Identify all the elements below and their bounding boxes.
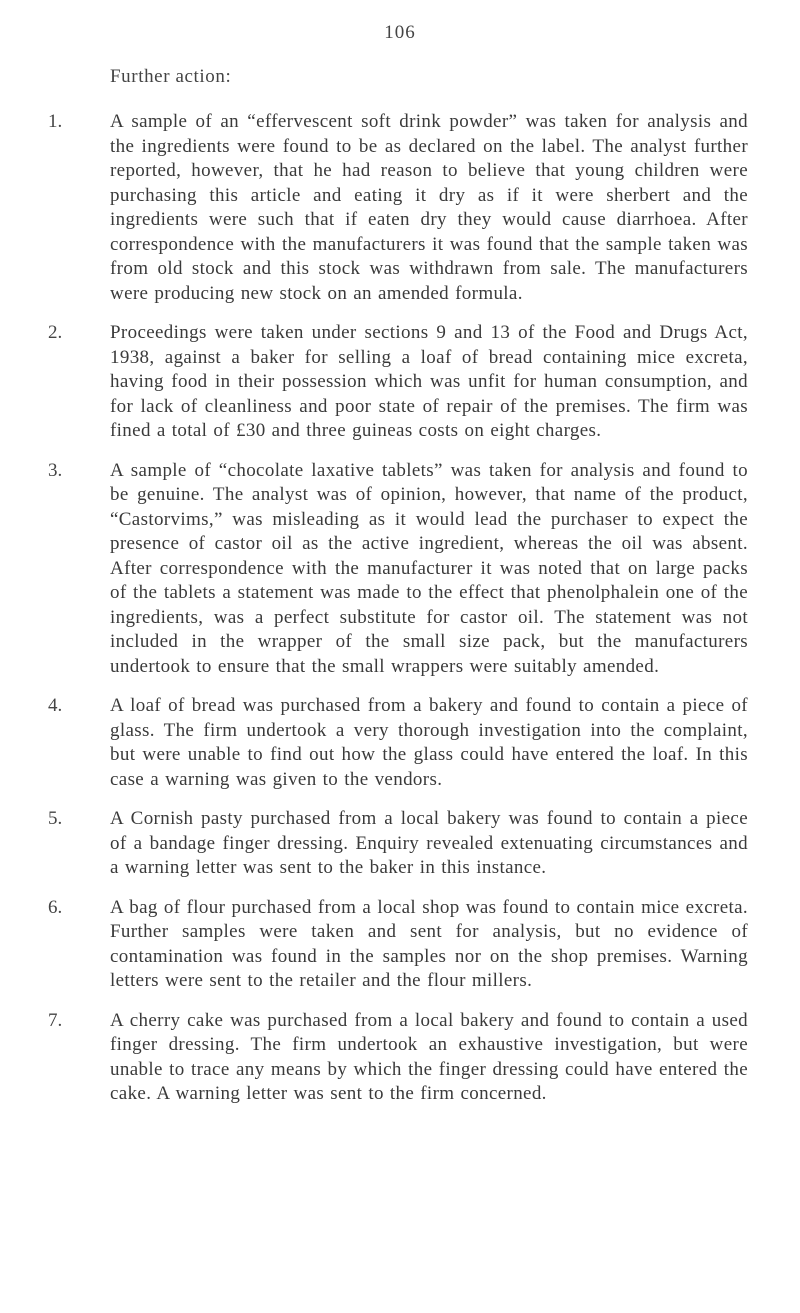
item-number: 6. xyxy=(48,896,63,918)
item-text: A sample of “chocolate laxative tablets” was taken for analysis and found to be genuine. The analyst was of opinion, however, that name of the product, “Castorvims,” was misleading as it would lead the purchaser to expect the presence of castor oil as the active ingredient, whereas the oil was absent. After correspondence with the manufacturer it was noted that on large packs of the tablets a statement was made to the effect that phenolphalein one of the ingredients, was a perfect substitute for castor oil. The statement was not included in the wrapper of the small size pack, but the manufacturers undertook to ensure that the small wrappers were suitably amended. xyxy=(110,459,748,677)
item-text: Proceedings were taken under sections 9 and 13 of the Food and Drugs Act, 1938, against a baker for selling a loaf of bread containing mice excreta, having food in their possession which was unfit for human consumption, and for lack of cleanliness and poor state of repair of the premises. The firm was fined a total of £30 and three guineas costs on eight charges. xyxy=(110,322,748,441)
item-text: A loaf of bread was purchased from a bakery and found to contain a piece of glass. The firm undertook a very thorough investigation into the complaint, but were unable to find out how the glass could have entered the loaf. In this case a warning was given to the vendors. xyxy=(110,695,748,790)
list-item xyxy=(48,807,748,881)
item-text: A sample of an “effervescent soft drink powder” was taken for analysis and the ingredients were found to be as declared on the label. The analyst further reported, however, that he had reason to believe that young children were purchasing this article and eating it dry as if it were sherbert and the ingredients were such that if eaten dry they would cause diarrhoea. After correspondence with the manufacturers it was found that the sample taken was from old stock and this stock was withdrawn from sale. The manufacturers were producing new stock on an amended formula. xyxy=(110,111,748,304)
list-item xyxy=(48,459,748,680)
item-number: 7. xyxy=(48,1009,63,1031)
section-heading: Further action: xyxy=(110,66,232,87)
item-text: A cherry cake was purchased from a local bakery and found to contain a used finger dressing. The firm undertook an exhaustive investigation, but were unable to trace any means by which the finger dressing could have entered the cake. A warning letter was sent to the firm concerned. xyxy=(110,1009,748,1104)
item-number: 4. xyxy=(48,695,63,716)
list-item xyxy=(48,1009,748,1107)
item-number: 3. xyxy=(48,459,63,481)
item-number: 5. xyxy=(48,808,63,829)
action-list xyxy=(48,110,748,1122)
item-text: A Cornish pasty purchased from a local bakery was found to contain a piece of a bandage finger dressing. Enquiry revealed extenuating circumstances and a warning letter was sent to the baker in this instance. xyxy=(110,808,748,878)
item-text: A bag of flour purchased from a local shop was found to contain mice excreta. Further samples were taken and sent for analysis, but no evidence of contamination was found in the samples nor on the shop premises. Warning letters were sent to the retailer and the flour millers. xyxy=(110,896,748,991)
item-number: 2. xyxy=(48,322,63,343)
list-item xyxy=(48,321,748,444)
list-item xyxy=(48,694,748,792)
page-number: 106 xyxy=(384,22,416,43)
item-number: 1. xyxy=(48,111,63,132)
list-item xyxy=(48,896,748,994)
list-item xyxy=(48,110,748,306)
